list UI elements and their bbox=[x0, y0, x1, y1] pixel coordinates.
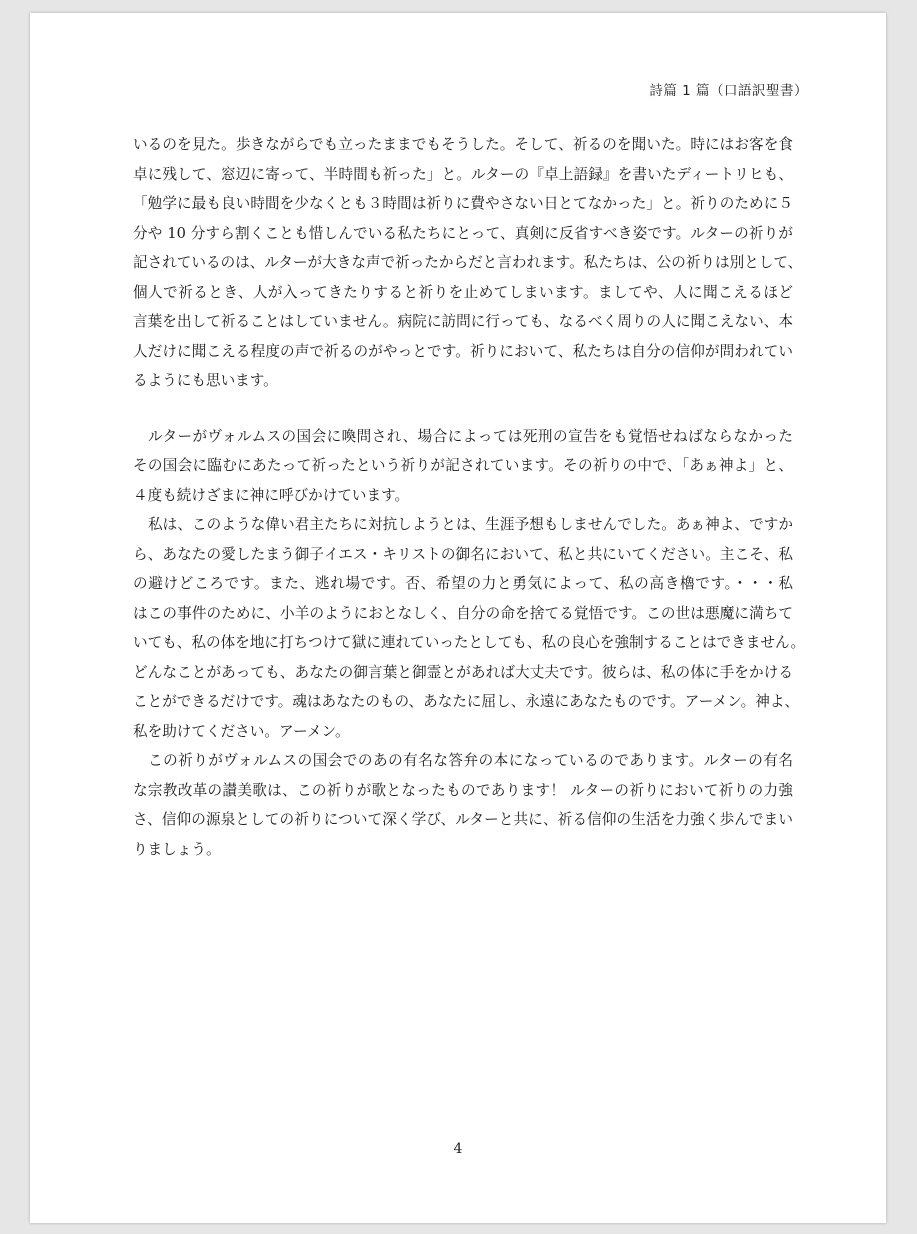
text-line: その国会に臨むにあたって祈ったという祈りが記されています。その祈りの中で、「あぁ神よ」と、 bbox=[133, 457, 793, 474]
text-line: るようにも思います。 bbox=[133, 372, 278, 389]
text-line: 私は、このような偉い君主たちに対抗しようとは、生涯予想もしませんでした。あぁ神よ、ですか bbox=[148, 516, 793, 533]
text-line: はこの事件のために、小羊のようにおとなしく、自分の命を捨てる覚悟です。この世は悪魔に満ちて bbox=[133, 604, 793, 622]
document-page bbox=[30, 13, 886, 1223]
text-line: ことができるだけです。魂はあなたのもの、あなたに屈し、永遠にあなたものです。アーメン。神よ、 bbox=[133, 693, 800, 710]
text-line: 記されているのは、ルターが大きな声で祈ったからだと言われます。私たちは、公の祈りは別として、 bbox=[133, 254, 803, 271]
text-line: さ、信仰の源泉としての祈りについて深く学び、ルターと共に、祈る信仰の生活を力強く歩んでまい bbox=[133, 811, 793, 828]
text-line: 言葉を出して祈ることはしていません。病院に訪問に行っても、なるべく周りの人に聞こえない、本 bbox=[133, 313, 793, 330]
text-line: な宗教改革の讃美歌は、この祈りが歌となったものであります！ ルターの祈りにおいて祈りの力強 bbox=[133, 781, 793, 799]
text-line: 分や 10 分すら割くことも惜しんでいる私たちにとって、真剣に反省すべき姿です。ルターの祈りが bbox=[133, 224, 793, 242]
text-line: 個人で祈るとき、人が入ってきたりすると祈りを止めてしまいます。ましてや、人に聞こえるほど bbox=[133, 283, 793, 301]
text-line: ４度も続けざまに神に呼びかけています。 bbox=[133, 486, 410, 504]
paragraph-gap bbox=[133, 396, 793, 422]
page-number: 4 bbox=[453, 1141, 463, 1157]
text-line: 私を助けてください。アーメン。 bbox=[133, 722, 350, 740]
body-text bbox=[133, 130, 806, 864]
text-line: どんなことがあっても、あなたの御言葉と御霊とがあれば大丈夫です。彼らは、私の体に手をかける bbox=[133, 663, 793, 681]
running-header: 詩篇 1 篇（口語訳聖書） bbox=[649, 83, 808, 99]
text-line: ら、あなたの愛したまう御子イエス・キリストの御名において、私と共にいてください。主こそ、私 bbox=[133, 545, 793, 563]
text-line: ルターがヴォルムスの国会に喚問され、場合によっては死刑の宣告をも覚悟せねばならなかった bbox=[148, 427, 793, 445]
text-line: 「勉学に最も良い時間を少なくとも３時間は祈りに費やさない日とてなかった」と。祈りのために５ bbox=[133, 195, 793, 212]
paragraph-luther-prayer-habits bbox=[133, 130, 803, 396]
text-line: 人だけに聞こえる程度の声で祈るのがやっとです。祈りにおいて、私たちは自分の信仰が問われてい bbox=[133, 342, 793, 360]
paragraph-worms-intro bbox=[133, 422, 793, 511]
text-line: りましょう。 bbox=[133, 840, 221, 858]
text-line: この祈りがヴォルムスの国会でのあの有名な答弁の本になっているのであります。ルターの有名 bbox=[148, 752, 793, 769]
text-line: いても、私の体を地に打ちつけて獄に連れていったとしても、私の良心を強制することはできません。 bbox=[133, 634, 806, 651]
text-line: 卓に残して、窓辺に寄って、半時間も祈った」と。ルターの『卓上語録』を書いたディートリヒも、 bbox=[133, 165, 793, 183]
paragraph-luther-prayer-quote bbox=[133, 510, 806, 746]
text-line: の避けどころです。また、逃れ場です。否、希望の力と勇気によって、私の高き櫓です。・・・私 bbox=[133, 575, 793, 592]
text-line: いるのを見た。歩きながらでも立ったままでもそうした。そして、祈るのを聞いた。時にはお客を食 bbox=[133, 136, 793, 153]
paragraph-conclusion bbox=[133, 746, 793, 864]
